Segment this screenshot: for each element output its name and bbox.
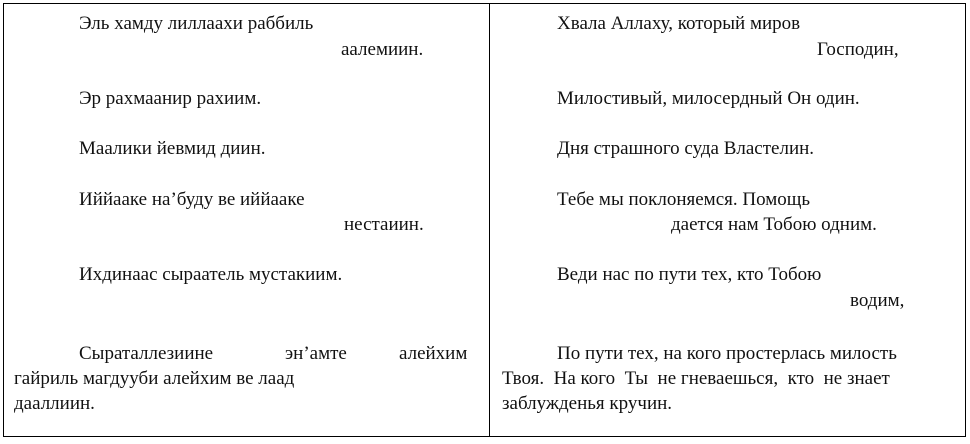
right-line-5b: водим,	[850, 290, 905, 311]
left-line-1: Эль хамду лиллаахи раббиль	[79, 13, 314, 34]
left-line-2: Эр рахмаанир рахиим.	[79, 88, 262, 109]
left-line-6-word-3: алейхим	[399, 343, 468, 364]
right-line-1b: Господин,	[817, 39, 899, 60]
left-line-4: Иййааке на’буду ве иййааке	[79, 189, 305, 210]
right-line-2: Милостивый, милосердный Он один.	[557, 88, 860, 109]
left-line-4b: нестаиин.	[344, 214, 424, 235]
right-line-4b: дается нам Тобою одним.	[671, 214, 877, 235]
left-line-6b: гайриль магдууби алейхим ве лаад	[14, 368, 295, 389]
left-line-3: Маалики йевмид диин.	[79, 138, 266, 159]
right-line-6a: По пути тех, на кого простерлась милость	[557, 343, 897, 364]
right-line-4: Тебе мы поклоняемся. Помощь	[557, 189, 811, 210]
right-line-5: Веди нас по пути тех, кто Тобою	[557, 264, 822, 285]
left-line-1b: аалемиин.	[341, 39, 424, 60]
right-line-6c: заблужденья кручин.	[502, 393, 673, 414]
left-line-5: Ихдинаас сыраатель мустакиим.	[79, 264, 343, 285]
verse-table	[3, 3, 966, 437]
right-line-3: Дня страшного суда Властелин.	[557, 138, 815, 159]
right-line-1: Хвала Аллаху, который миров	[557, 13, 801, 34]
column-divider	[489, 4, 490, 436]
left-line-6-word-2: эн’амте	[285, 343, 347, 364]
right-line-6b: Твоя. На кого Ты не гневаешься, кто не знает	[502, 368, 890, 389]
left-line-6-word-1: Сыраталлезиине	[79, 343, 214, 364]
left-line-6c: дааллиин.	[14, 393, 95, 414]
